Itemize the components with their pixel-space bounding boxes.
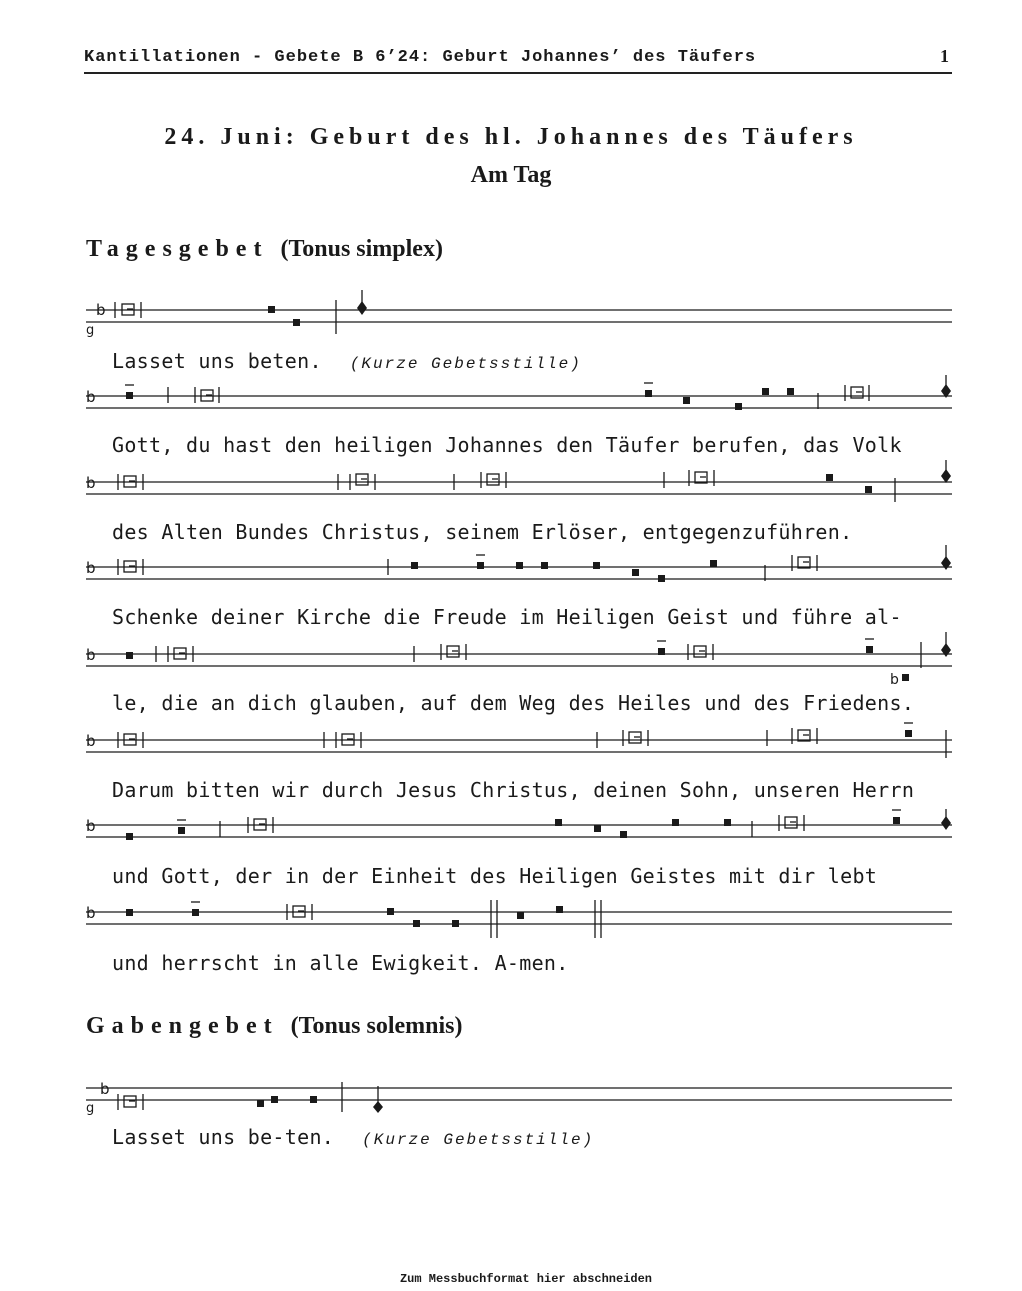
chant-text-line: und Gott, der in der Einheit des Heiligen Geistes mit dir lebt <box>112 864 878 888</box>
chant-staff <box>0 803 1022 853</box>
svg-text:b: b <box>86 388 96 406</box>
feast-title: 24. Juni: Geburt des hl. Johannes des Täufers <box>164 124 858 150</box>
chant-text-line: des Alten Bundes Christus, seinem Erlöser, entgegenzuführen. <box>112 520 853 544</box>
page-number: 1 <box>940 46 950 66</box>
section-name: Gabengebet <box>86 1013 279 1039</box>
chant-text-line: Schenke deiner Kirche die Freude im Heiligen Geist und führe al- <box>112 605 902 629</box>
feast-subtitle: Am Tag <box>470 162 552 188</box>
section-heading-tagesgebet <box>86 236 443 263</box>
cut-note: Zum Messbuchformat hier abschneiden <box>399 1272 653 1286</box>
chant-staff <box>0 890 1022 946</box>
chant-text-line <box>112 349 582 373</box>
running-header <box>84 46 952 74</box>
chant-text-line: Gott, du hast den heiligen Johannes den Täufer berufen, das Volk <box>112 433 902 457</box>
svg-text:b: b <box>890 672 899 688</box>
section-tone: (Tonus solemnis) <box>290 1013 463 1039</box>
clef-g: g <box>86 323 95 338</box>
chant-text-line <box>112 1125 594 1149</box>
chant-text: Lasset uns beten. <box>112 349 322 373</box>
chant-text-line: le, die an dich glauben, auf dem Weg des Heiles und des Friedens. <box>112 691 915 715</box>
chant-staff <box>0 460 1022 510</box>
chant-staff <box>0 1074 1022 1124</box>
pause-note: (Kurze Gebetsstille) <box>362 1131 595 1149</box>
svg-text:b: b <box>86 817 96 835</box>
section-heading-gabengebet <box>86 1013 463 1040</box>
chant-staff <box>0 290 1022 340</box>
clef-flat: b <box>96 301 106 319</box>
svg-text:b: b <box>86 904 96 922</box>
section-tone: (Tonus simplex) <box>280 236 443 262</box>
chant-staff <box>0 545 1022 595</box>
svg-text:b: b <box>100 1080 110 1098</box>
svg-text:b: b <box>86 474 96 492</box>
chant-text: Lasset uns be-ten. <box>112 1125 335 1149</box>
chant-text-line: und herrscht in alle Ewigkeit. A-men. <box>112 951 569 975</box>
svg-text:g: g <box>86 1101 95 1116</box>
chant-staff <box>0 632 1022 688</box>
chant-text-line: Darum bitten wir durch Jesus Christus, deinen Sohn, unseren Herrn <box>112 778 915 802</box>
svg-text:b: b <box>86 732 96 750</box>
section-name: Tagesgebet <box>86 236 269 262</box>
svg-text:b: b <box>86 559 96 577</box>
running-title: Kantillationen - Gebete B 6’24: Geburt Johannes’ des Täufers <box>84 48 757 67</box>
chant-staff <box>0 375 1022 425</box>
chant-staff <box>0 718 1022 768</box>
pause-note: (Kurze Gebetsstille) <box>349 355 582 373</box>
svg-text:b: b <box>86 646 96 664</box>
